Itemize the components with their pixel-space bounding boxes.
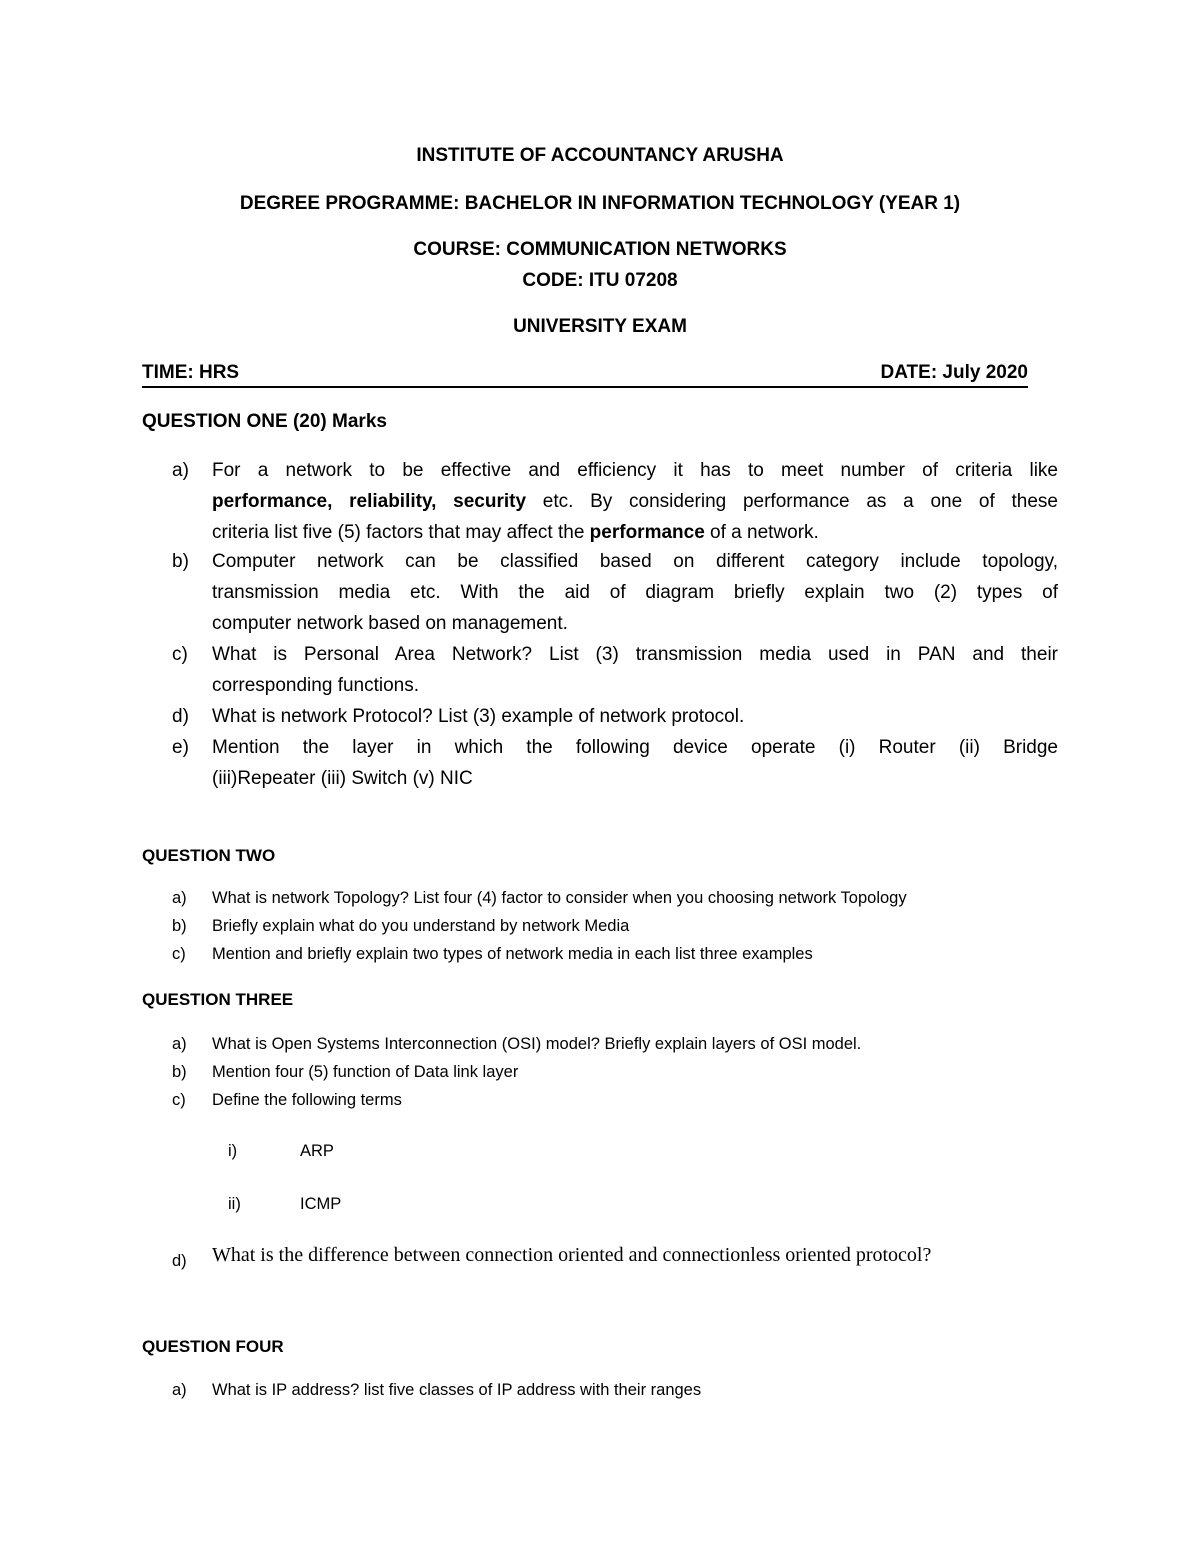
q1-item-c <box>142 639 1058 701</box>
exam-date: DATE: July 2020 <box>880 362 1028 383</box>
item-label: c) <box>172 945 186 963</box>
line: (iii)Repeater (iii) Switch (v) NIC <box>212 768 473 789</box>
q4-item-a <box>142 1376 1058 1404</box>
q1-item-d <box>142 701 1058 732</box>
item-text <box>212 639 1058 701</box>
item-label: a) <box>172 1381 187 1399</box>
question-three-title: QUESTION THREE <box>142 990 294 1009</box>
item-text: What is network Topology? List four (4) factor to consider when you choosing network Topology <box>212 889 907 907</box>
item-label: b) <box>172 917 187 935</box>
question-four-title: QUESTION FOUR <box>142 1337 284 1356</box>
q3-item-a <box>142 1030 1058 1058</box>
item-text: Briefly explain what do you understand by network Media <box>212 917 630 935</box>
line: transmission media etc. With the aid of diagram briefly explain two (2) types of <box>212 582 1058 603</box>
q1-item-b <box>142 546 1058 639</box>
q3-item-d <box>142 1244 1058 1274</box>
q3-item-c <box>142 1086 1058 1114</box>
line <box>212 486 1058 517</box>
exam-type: UNIVERSITY EXAM <box>513 316 687 337</box>
item-text <box>212 546 1058 639</box>
question-two-title: QUESTION TWO <box>142 846 276 865</box>
item-label: d) <box>172 706 189 727</box>
item-text: Mention four (5) function of Data link layer <box>212 1063 519 1081</box>
line: For a network to be effective and efficiency it has to meet number of criteria like <box>212 460 1058 481</box>
line: What is network Protocol? List (3) example of network protocol. <box>212 706 745 727</box>
item-text: Mention and briefly explain two types of network media in each list three examples <box>212 945 813 963</box>
term-value: ARP <box>300 1142 334 1160</box>
line: Mention the layer in which the following device operate (i) Router (ii) Bridge <box>212 737 1058 758</box>
item-text <box>212 732 1058 794</box>
question-one-title: QUESTION ONE (20) Marks <box>142 411 387 432</box>
line <box>212 517 1058 548</box>
q1-item-e <box>142 732 1058 794</box>
item-label: c) <box>172 644 188 665</box>
item-text <box>212 455 1058 548</box>
line-text: etc. By considering performance as a one of these <box>526 491 1058 512</box>
q3-term-2 <box>228 1195 342 1214</box>
q2-item-b <box>142 912 1058 940</box>
item-text: Define the following terms <box>212 1091 402 1109</box>
time-date-line <box>142 360 1028 388</box>
course-code: CODE: ITU 07208 <box>522 270 678 291</box>
q3-item-b <box>142 1058 1058 1086</box>
line: corresponding functions. <box>212 675 420 696</box>
line-text: criteria list five (5) factors that may affect the <box>212 522 590 543</box>
bold-term: performance, reliability, security <box>212 491 527 512</box>
item-text: What is Open Systems Interconnection (OSI) model? Briefly explain layers of OSI model. <box>212 1035 862 1053</box>
q2-item-c <box>142 940 1058 968</box>
item-label: a) <box>172 1035 187 1053</box>
line: Computer network can be classified based on different category include topology, <box>212 551 1058 572</box>
institute-title: INSTITUTE OF ACCOUNTANCY ARUSHA <box>416 145 784 166</box>
item-label: b) <box>172 551 189 572</box>
item-text <box>212 701 1058 732</box>
item-text: What is the difference between connection oriented and connectionless oriented protocol? <box>212 1244 932 1266</box>
line-text: of a network. <box>704 522 819 543</box>
term-value: ICMP <box>300 1195 342 1213</box>
item-label: e) <box>172 737 189 758</box>
term-label: i) <box>228 1142 238 1160</box>
item-label: a) <box>172 460 189 481</box>
bold-term: performance <box>589 522 705 543</box>
term-label: ii) <box>228 1195 241 1213</box>
degree-programme: DEGREE PROGRAMME: BACHELOR IN INFORMATION TECHNOLOGY (YEAR 1) <box>239 193 961 214</box>
item-label: d) <box>172 1252 187 1270</box>
item-label: c) <box>172 1091 186 1109</box>
q3-term-1 <box>228 1142 334 1161</box>
exam-time: TIME: HRS <box>142 362 240 383</box>
line: computer network based on management. <box>212 613 568 634</box>
course-title: COURSE: COMMUNICATION NETWORKS <box>413 239 787 260</box>
q1-item-a <box>142 455 1058 548</box>
item-text: What is IP address? list five classes of IP address with their ranges <box>212 1381 702 1399</box>
item-label: b) <box>172 1063 187 1081</box>
line: What is Personal Area Network? List (3) transmission media used in PAN and their <box>212 644 1058 665</box>
q2-item-a <box>142 884 1058 912</box>
item-label: a) <box>172 889 187 907</box>
